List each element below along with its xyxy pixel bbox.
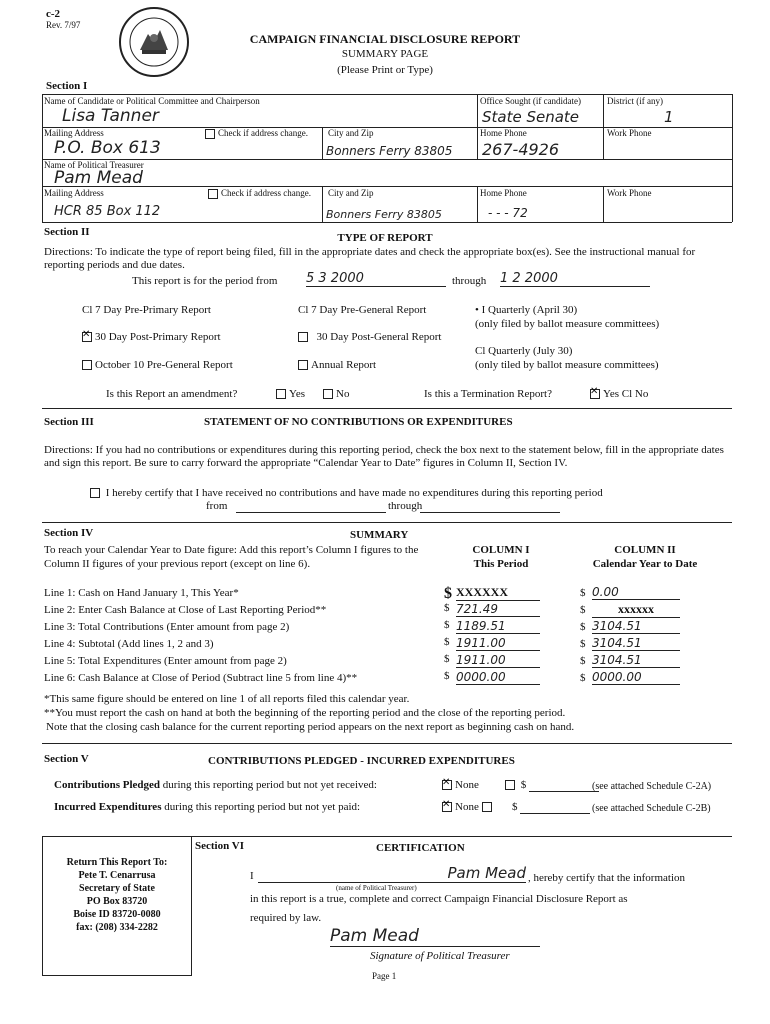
state-seal [118, 6, 190, 78]
pledged-rest: during this reporting period but not yet received: [162, 779, 377, 791]
summary-line-2-col2-dollar: $ [580, 604, 586, 616]
form-rev: Rev. 7/97 [46, 20, 81, 30]
section6-title: CERTIFICATION [376, 842, 465, 854]
mailing-label: Mailing Address [44, 128, 104, 138]
page-number: Page 1 [372, 971, 397, 981]
incurred-bold: Incurred Expenditures [54, 801, 162, 813]
return-line-5: Boise ID 83720-0080 [73, 909, 161, 920]
summary-line-6-col2-dollar: $ [580, 672, 586, 684]
mailing2-field[interactable]: HCR 85 Box 112 [54, 204, 161, 219]
name-caption: (name of Political Treasurer) [336, 884, 417, 892]
note3: Note that the closing cash balance for the current reporting period appears on the next report as beginning cash on hand. [46, 721, 575, 733]
opt-october10[interactable] [82, 359, 233, 371]
opt-october10-label: October 10 Pre-General Report [95, 359, 233, 371]
summary-line-6-col1[interactable]: 0000.00 [456, 670, 540, 685]
treasurer-label: Name of Political Treasurer [44, 160, 144, 170]
city2-field[interactable]: Bonners Ferry 83805 [326, 208, 442, 221]
summary-line-5-col1-dollar: $ [444, 653, 450, 665]
mailing2-label: Mailing Address [44, 188, 104, 198]
section3-directions: Directions: If you had no contributions or expenditures during this reporting period, check the box next to the statement below, fill in the appropriate dates and sign this report. Be sure to carry forward the appropriate “Calendar Year to Date” figures in Column II, Section IV. [44, 444, 724, 469]
opt-quarterly-july[interactable]: Cl Quarterly (July 30) [475, 345, 573, 357]
section4-heading: Section IV [44, 527, 94, 539]
opt-annual[interactable] [298, 359, 376, 371]
schedule-c2a: (see attached Schedule C-2A) [592, 781, 712, 792]
opt-quarterly-july-note: (only tiled by ballot measure committees) [475, 359, 659, 371]
cert-start: I [250, 870, 254, 882]
termination-question: Is this a Termination Report? [424, 388, 552, 400]
opt-30day-postgeneral-label: 30 Day Post-General Report [316, 331, 442, 343]
pledged-none-label: None [455, 779, 479, 791]
city-field[interactable]: Bonners Ferry 83805 [326, 144, 453, 158]
city-label: City and Zip [328, 128, 374, 138]
incurred-rest: during this reporting period but not yet paid: [164, 801, 361, 813]
summary-line-2-label: Line 2: Enter Cash Balance at Close of Last Reporting Period** [44, 604, 327, 616]
summary-line-2-col2[interactable]: xxxxxx [592, 602, 680, 618]
summary-line-5-col2[interactable]: 3104.51 [592, 653, 680, 668]
opt-7day-pregeneral[interactable]: Cl 7 Day Pre-General Report [298, 304, 427, 316]
home-phone2-label: Home Phone [480, 188, 527, 198]
pledged-none-checkbox[interactable] [442, 779, 479, 791]
pledged-row [54, 779, 377, 791]
form-instruction: (Please Print or Type) [337, 64, 433, 76]
incurred-row [54, 801, 360, 813]
home-phone-label: Home Phone [480, 128, 527, 138]
period-through-label: through [452, 275, 487, 287]
district-field[interactable]: 1 [664, 108, 674, 126]
summary-line-4-col1-dollar: $ [444, 636, 450, 648]
work-phone-label: Work Phone [607, 128, 652, 138]
summary-line-4-col2-dollar: $ [580, 638, 586, 650]
incurred-amount-field[interactable]: $ [512, 801, 590, 814]
summary-line-4-label: Line 4: Subtotal (Add lines 1, 2 and 3) [44, 638, 214, 650]
summary-line-1-label: Line 1: Cash on Hand January 1, This Year* [44, 587, 239, 599]
district-label: District (if any) [607, 96, 663, 106]
return-address [42, 856, 192, 934]
summary-line-3-label: Line 3: Total Contributions (Enter amount from page 2) [44, 621, 290, 633]
office-label: Office Sought (if candidate) [480, 96, 582, 106]
home-phone-field[interactable]: 267-4926 [482, 140, 560, 159]
summary-line-5-label: Line 5: Total Expenditures (Enter amount from page 2) [44, 655, 287, 667]
incurred-none-checkbox[interactable] [442, 801, 495, 813]
section2-title: TYPE OF REPORT [337, 232, 433, 244]
summary-line-6-label: Line 6: Cash Balance at Close of Period (Subtract line 5 from line 4)** [44, 672, 358, 684]
section5-heading: Section V [44, 753, 89, 765]
section6-heading: Section VI [195, 840, 244, 852]
summary-line-3-col1[interactable]: 1189.51 [456, 619, 540, 634]
city2-label: City and Zip [328, 188, 374, 198]
note2: **You must report the cash on hand at both the beginning of the reporting period and the close of the reporting period. [44, 707, 566, 719]
note1: *This same figure should be entered on line 1 of all reports filed this calendar year. [44, 693, 410, 705]
cert-line2: in this report is a true, complete and correct Campaign Financial Disclosure Report as [250, 893, 628, 905]
address-change-checkbox[interactable] [205, 128, 308, 139]
no-contrib-label: I hereby certify that I have received no contributions and have made no expenditures during this reporting period [105, 487, 603, 499]
schedule-c2b: (see attached Schedule C-2B) [592, 803, 711, 814]
section5-title: CONTRIBUTIONS PLEDGED - INCURRED EXPENDITURES [208, 755, 515, 767]
no-contrib-to-field[interactable] [420, 500, 560, 513]
summary-line-2-col1[interactable]: 721.49 [456, 602, 540, 617]
amendment-no-label: No [336, 388, 350, 400]
summary-line-4-col1[interactable]: 1911.00 [456, 636, 540, 651]
return-line-1: Return This Report To: [66, 857, 168, 868]
treasurer-field[interactable]: Pam Mead [54, 168, 143, 188]
section4-instructions: To reach your Calendar Year to Date figure: Add this report’s Column I figures to the Column II figures of your previous report (except on line 6). [44, 544, 419, 570]
form-code: c-2 [46, 8, 61, 20]
section3-heading: Section III [44, 416, 94, 428]
treasurer-name-field[interactable]: Pam Mead [258, 864, 526, 883]
summary-line-6-col2[interactable]: 0000.00 [592, 670, 680, 685]
return-line-3: Secretary of State [79, 883, 155, 894]
address-change-label: Check if address change. [218, 128, 308, 138]
no-contrib-from-field[interactable] [236, 500, 386, 513]
address-change2-checkbox[interactable] [208, 188, 311, 199]
opt-7day-preprimary[interactable]: Cl 7 Day Pre-Primary Report [82, 304, 211, 316]
amendment-question: Is this Report an amendment? [106, 388, 238, 400]
section3-title: STATEMENT OF NO CONTRIBUTIONS OR EXPENDITURES [204, 416, 513, 428]
section2-heading: Section II [44, 226, 90, 238]
summary-line-1-col2-dollar: $ [580, 587, 586, 599]
col1-title: COLUMN I [472, 544, 530, 556]
pledged-bold: Contributions Pledged [54, 779, 161, 791]
address-change2-label: Check if address change. [221, 188, 311, 198]
return-line-4: PO Box 83720 [86, 896, 148, 907]
signature-label: Signature of Political Treasurer [370, 950, 510, 962]
candidate-field[interactable]: Lisa Tanner [62, 106, 159, 126]
return-line-6: fax: (208) 334-2282 [76, 922, 158, 933]
summary-line-4-col2[interactable]: 3104.51 [592, 636, 680, 651]
no-contrib-checkbox[interactable] [90, 487, 710, 499]
period-from-field[interactable]: 5 3 2000 [306, 271, 446, 287]
cert-line3: required by law. [250, 912, 322, 924]
amendment-yes[interactable] [276, 388, 305, 400]
form-subtitle: SUMMARY PAGE [341, 48, 429, 60]
opt-quarterly-april-note: (only filed by ballot measure committees) [475, 318, 660, 330]
col2-sub: Calendar Year to Date [592, 558, 698, 570]
summary-line-3-col2[interactable]: 3104.51 [592, 619, 680, 634]
summary-line-5-col2-dollar: $ [580, 655, 586, 667]
signature-field[interactable]: Pam Mead [330, 926, 540, 947]
col2-title: COLUMN II [614, 544, 676, 556]
col1-sub: This Period [473, 558, 529, 570]
amendment-no[interactable] [323, 388, 349, 400]
opt-30day-postgeneral[interactable] [298, 331, 441, 343]
termination-yes[interactable] [590, 388, 648, 400]
no-contrib-from-label: from [206, 500, 228, 512]
amendment-yes-label: Yes [289, 388, 306, 400]
work-phone2-label: Work Phone [607, 188, 652, 198]
summary-line-2-col1-dollar: $ [444, 602, 450, 614]
period-prefix: This report is for the period from [132, 275, 278, 287]
office-field[interactable]: State Senate [482, 108, 580, 126]
cert-tail: , hereby certify that the information [528, 872, 685, 884]
period-to-field[interactable]: 1 2 2000 [500, 271, 650, 287]
section1-heading: Section I [46, 80, 88, 92]
opt-quarterly-april[interactable]: • I Quarterly (April 30) [475, 304, 578, 316]
opt-annual-label: Annual Report [311, 359, 377, 371]
summary-line-3-col1-dollar: $ [444, 619, 450, 631]
pledged-amount-field[interactable]: $ [505, 779, 599, 792]
return-line-2: Pete T. Cenarrusa [78, 870, 156, 881]
incurred-none-label: None [455, 801, 479, 813]
section2-directions: Directions: To indicate the type of report being filed, fill in the appropriate dates and check the appropriate box(es). See the instructional manual for reporting periods and due dates. [44, 246, 696, 271]
summary-line-5-col1[interactable]: 1911.00 [456, 653, 540, 668]
opt-30day-postprimary[interactable] [82, 331, 221, 343]
summary-line-1-col1[interactable]: XXXXXX [456, 585, 540, 601]
summary-line-6-col1-dollar: $ [444, 670, 450, 682]
opt-30day-postprimary-label: 30 Day Post-Primary Report [95, 331, 221, 343]
form-title: CAMPAIGN FINANCIAL DISCLOSURE REPORT [249, 32, 521, 46]
candidate-label: Name of Candidate or Political Committee and Chairperson [44, 96, 260, 106]
summary-line-3-col2-dollar: $ [580, 621, 586, 633]
section4-title: SUMMARY [350, 529, 409, 541]
mailing-field[interactable]: P.O. Box 613 [54, 138, 161, 158]
summary-line-1-col2[interactable]: 0.00 [592, 585, 680, 600]
summary-line-1-col1-dollar: $ [444, 585, 452, 602]
opt-quarterly-april-label: I Quarterly (April 30) [481, 304, 578, 316]
termination-yes-label: Yes Cl No [603, 388, 649, 400]
home-phone2-field[interactable]: - - - 72 [488, 206, 528, 220]
no-contrib-through-label: through [388, 500, 423, 512]
